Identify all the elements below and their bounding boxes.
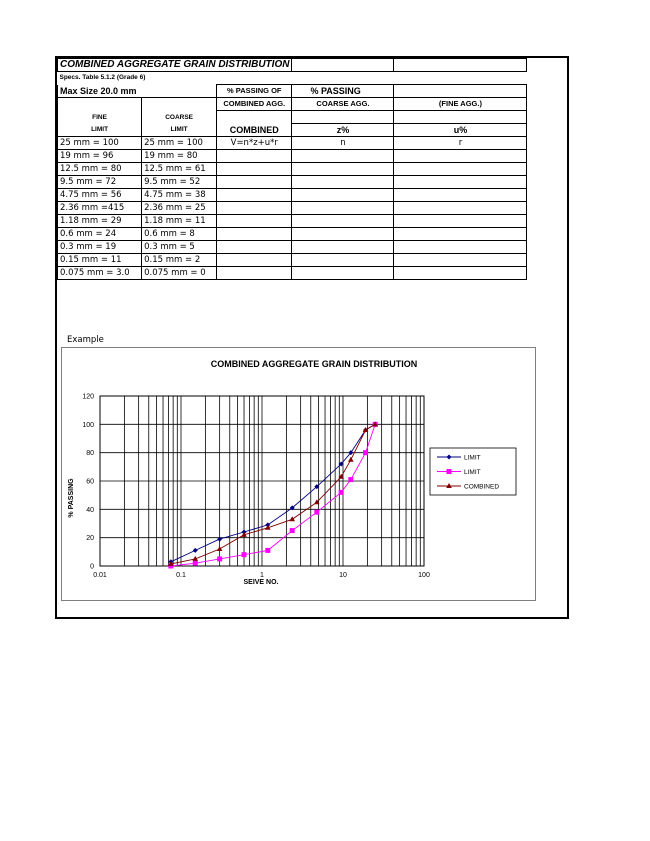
- y-axis-label: % PASSING: [68, 478, 75, 518]
- empty-cell: [394, 59, 527, 72]
- chart-grid: [100, 396, 424, 566]
- header-coarse: COARSE: [142, 111, 217, 124]
- x-axis-label: SEIVE NO.: [243, 579, 279, 586]
- table-row: [58, 176, 527, 189]
- worksheet: [55, 56, 569, 619]
- header-fine: FINE: [58, 111, 142, 124]
- data-point: [447, 455, 452, 460]
- fine-limit-cell: 4.75 mm = 56: [58, 189, 142, 202]
- header-pct-passing-of: % PASSING OF: [217, 85, 292, 98]
- chart-title: COMBINED AGGREGATE GRAIN DISTRIBUTION: [210, 359, 418, 369]
- fine-limit-cell: 0.15 mm = 11: [58, 254, 142, 267]
- x-tick-label: 1: [260, 572, 264, 579]
- u-cell: r: [394, 137, 527, 150]
- sheet-title: COMBINED AGGREGATE GRAIN DISTRIBUTION: [58, 59, 292, 72]
- legend-label: COMBINED: [464, 483, 500, 491]
- fine-limit-cell: 2.36 mm =415: [58, 202, 142, 215]
- chart-series: [168, 421, 378, 568]
- grain-distribution-table: [57, 58, 527, 280]
- data-point: [289, 516, 295, 521]
- series-1: [168, 422, 377, 569]
- data-point: [193, 548, 198, 553]
- header-limit-coarse: LIMIT: [142, 124, 217, 137]
- coarse-limit-cell: 0.075 mm = 0: [142, 267, 217, 280]
- x-tick-label: 10: [339, 572, 347, 579]
- fine-limit-cell: 12.5 mm = 80: [58, 163, 142, 176]
- fine-limit-cell: 0.6 mm = 24: [58, 228, 142, 241]
- data-point: [265, 548, 270, 553]
- x-tick-label: 100: [418, 572, 430, 579]
- coarse-limit-cell: 19 mm = 80: [142, 150, 217, 163]
- data-point: [348, 457, 354, 462]
- legend-label: LIMIT: [464, 454, 481, 462]
- table-row: [58, 228, 527, 241]
- coarse-limit-cell: 1.18 mm = 11: [142, 215, 217, 228]
- table-row: [58, 267, 527, 280]
- header-limit-fine: LIMIT: [58, 124, 142, 137]
- data-point: [193, 561, 198, 566]
- table-row: [58, 150, 527, 163]
- y-tick-label: 40: [86, 506, 94, 514]
- example-label: Example: [67, 335, 104, 345]
- fine-limit-cell: 0.3 mm = 19: [58, 241, 142, 254]
- chart-ticks: [82, 394, 430, 580]
- data-point: [314, 510, 319, 515]
- grain-distribution-chart: [62, 348, 535, 600]
- y-tick-label: 0: [90, 563, 94, 571]
- data-point: [217, 546, 223, 551]
- data-point: [348, 477, 353, 482]
- coarse-limit-cell: 25 mm = 100: [142, 137, 217, 150]
- fine-limit-cell: 1.18 mm = 29: [58, 215, 142, 228]
- fine-limit-cell: 0.075 mm = 3.0: [58, 267, 142, 280]
- x-tick-label: 0.01: [93, 572, 107, 579]
- specs-label: Specs. Table 5.1.2 (Grade 6): [59, 74, 146, 82]
- coarse-limit-cell: 9.5 mm = 52: [142, 176, 217, 189]
- y-tick-label: 60: [86, 478, 94, 486]
- table-row: [58, 254, 527, 267]
- series-0: [168, 422, 377, 564]
- coarse-limit-cell: 4.75 mm = 38: [142, 189, 217, 202]
- chart-legend: [430, 448, 516, 495]
- y-tick-label: 20: [86, 535, 94, 543]
- data-point: [363, 450, 368, 455]
- coarse-limit-cell: 0.15 mm = 2: [142, 254, 217, 267]
- coarse-limit-cell: 0.6 mm = 8: [142, 228, 217, 241]
- data-point: [446, 483, 452, 488]
- coarse-limit-cell: 12.5 mm = 61: [142, 163, 217, 176]
- data-point: [447, 469, 452, 474]
- header-coarse-agg: COARSE AGG.: [292, 98, 394, 111]
- fine-limit-cell: 9.5 mm = 72: [58, 176, 142, 189]
- fine-limit-cell: 19 mm = 96: [58, 150, 142, 163]
- table-row: [58, 215, 527, 228]
- header-u-pct: u%: [394, 124, 527, 137]
- data-point: [217, 556, 222, 561]
- header-fine-agg: (FINE AGG.): [394, 98, 527, 111]
- data-point: [242, 552, 247, 557]
- table-row: [58, 189, 527, 202]
- x-tick-label: 0.1: [176, 572, 186, 579]
- y-tick-label: 120: [82, 393, 94, 401]
- z-cell: n: [292, 137, 394, 150]
- y-tick-label: 80: [86, 450, 94, 458]
- combined-formula-cell: V=n*z+u*r: [217, 137, 292, 150]
- table-row: [58, 241, 527, 254]
- data-point: [290, 528, 295, 533]
- series-line: [171, 424, 375, 566]
- header-pct-passing: % PASSING: [292, 85, 394, 98]
- header-combined: COMBINED: [217, 124, 292, 137]
- empty-cell: [292, 59, 394, 72]
- table-row: [58, 202, 527, 215]
- y-tick-label: 100: [82, 421, 94, 429]
- max-size-label: Max Size 20.0 mm: [58, 85, 217, 98]
- coarse-limit-cell: 0.3 mm = 5: [142, 241, 217, 254]
- series-line: [171, 424, 375, 564]
- table-row: [58, 137, 527, 150]
- chart-frame: [61, 347, 536, 601]
- series-line: [171, 424, 375, 562]
- data-point: [339, 490, 344, 495]
- table-row: [58, 163, 527, 176]
- fine-limit-cell: 25 mm = 100: [58, 137, 142, 150]
- header-z-pct: z%: [292, 124, 394, 137]
- legend-label: LIMIT: [464, 469, 481, 476]
- series-2: [168, 421, 378, 566]
- header-combined-agg: COMBINED AGG.: [217, 98, 292, 111]
- coarse-limit-cell: 2.36 mm = 25: [142, 202, 217, 215]
